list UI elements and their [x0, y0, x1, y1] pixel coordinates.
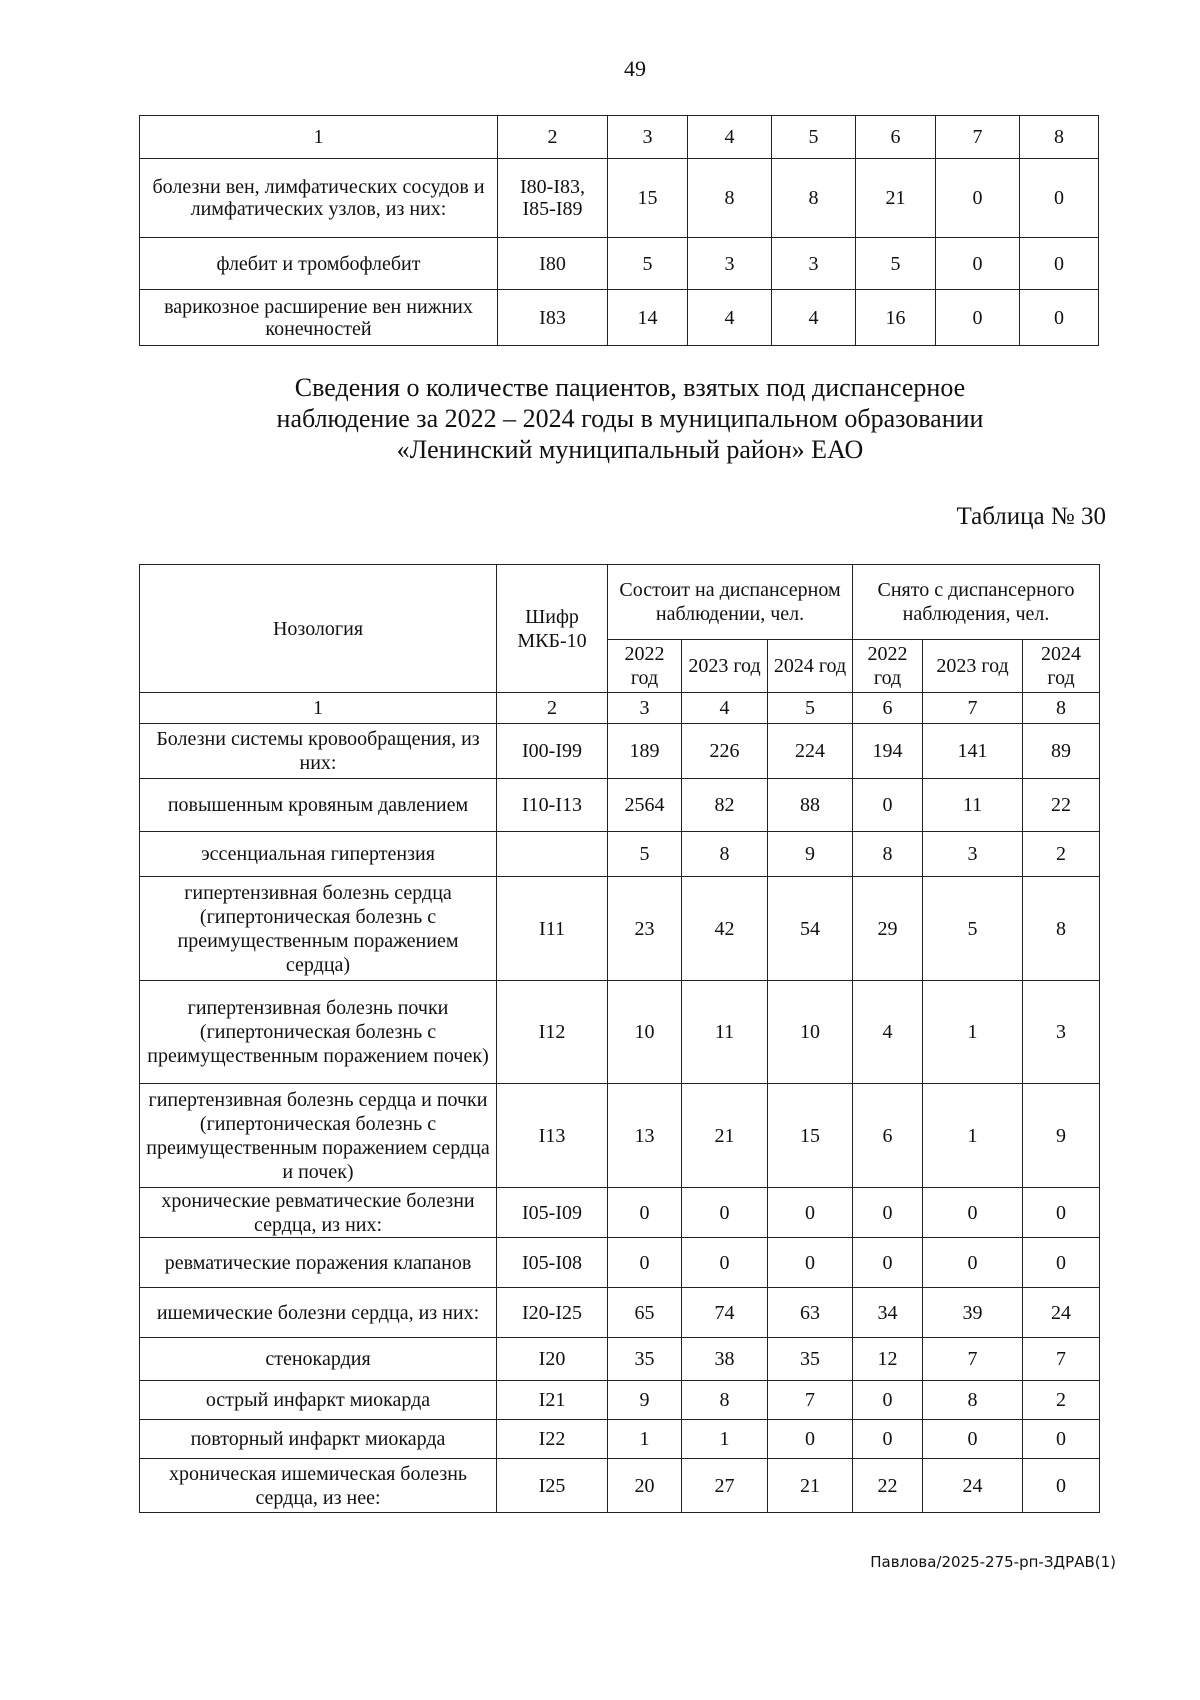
value-cell: 89 — [1023, 724, 1100, 779]
year-header: 2024 год — [768, 640, 853, 693]
code-cell: I80-I83, I85-I89 — [498, 159, 608, 238]
table-row — [140, 159, 1099, 238]
value-cell: 34 — [853, 1288, 923, 1338]
value-cell: 24 — [1023, 1288, 1100, 1338]
year-header: 2022 год — [853, 640, 923, 693]
value-cell: 15 — [608, 159, 688, 238]
table-row — [140, 1238, 1100, 1288]
code-cell: I83 — [498, 290, 608, 346]
code-cell: I20 — [497, 1338, 608, 1381]
value-cell: 0 — [1023, 1238, 1100, 1288]
nozology-cell: гипертензивная болезнь сердца (гипертоническая болезнь с преимущественным поражением сердца) — [140, 877, 497, 981]
value-cell: 13 — [608, 1084, 682, 1188]
header-row — [140, 565, 1100, 640]
value-cell: 38 — [682, 1338, 768, 1381]
value-cell: 10 — [768, 981, 853, 1084]
code-cell: I05-I09 — [497, 1188, 608, 1238]
value-cell: 8 — [688, 159, 772, 238]
value-cell: 0 — [682, 1188, 768, 1238]
column-number: 7 — [923, 693, 1023, 724]
table-row — [140, 238, 1099, 290]
value-cell: 82 — [682, 779, 768, 832]
value-cell: 8 — [772, 159, 856, 238]
year-header: 2023 год — [923, 640, 1023, 693]
value-cell: 0 — [768, 1238, 853, 1288]
code-cell: I21 — [497, 1381, 608, 1420]
value-cell: 0 — [853, 1238, 923, 1288]
column-number: 1 — [140, 116, 498, 159]
value-cell: 11 — [682, 981, 768, 1084]
value-cell: 4 — [853, 981, 923, 1084]
value-cell: 7 — [1023, 1338, 1100, 1381]
value-cell: 2 — [1023, 832, 1100, 877]
value-cell: 3 — [1023, 981, 1100, 1084]
code-cell: I13 — [497, 1084, 608, 1188]
value-cell: 0 — [923, 1238, 1023, 1288]
value-cell: 21 — [768, 1459, 853, 1513]
value-cell: 54 — [768, 877, 853, 981]
value-cell: 65 — [608, 1288, 682, 1338]
code-cell: I05-I08 — [497, 1238, 608, 1288]
column-number: 7 — [936, 116, 1020, 159]
value-cell: 35 — [608, 1338, 682, 1381]
table-caption — [130, 372, 1130, 465]
value-cell: 141 — [923, 724, 1023, 779]
value-cell: 0 — [853, 779, 923, 832]
caption-line: Сведения о количестве пациентов, взятых под диспансерное — [294, 373, 966, 402]
code-cell: I25 — [497, 1459, 608, 1513]
nozology-cell: стенокардия — [140, 1338, 497, 1381]
table-row — [140, 1381, 1100, 1420]
value-cell: 22 — [853, 1459, 923, 1513]
column-number: 1 — [140, 693, 497, 724]
code-cell — [497, 832, 608, 877]
value-cell: 0 — [608, 1188, 682, 1238]
value-cell: 8 — [682, 832, 768, 877]
column-number: 6 — [856, 116, 936, 159]
value-cell: 0 — [923, 1420, 1023, 1459]
nozology-cell: повышенным кровяным давлением — [140, 779, 497, 832]
continued-table — [139, 115, 1099, 346]
value-cell: 14 — [608, 290, 688, 346]
table-row — [140, 724, 1100, 779]
value-cell: 0 — [936, 290, 1020, 346]
table-row — [140, 1084, 1100, 1188]
value-cell: 39 — [923, 1288, 1023, 1338]
value-cell: 22 — [1023, 779, 1100, 832]
value-cell: 42 — [682, 877, 768, 981]
value-cell: 16 — [856, 290, 936, 346]
year-header: 2024 год — [1023, 640, 1100, 693]
value-cell: 226 — [682, 724, 768, 779]
table-row — [140, 877, 1100, 981]
dispensary-table — [139, 564, 1100, 1513]
value-cell: 5 — [608, 832, 682, 877]
document-reference: Павлова/2025-275-рп-ЗДРАВ(1) — [870, 1553, 1116, 1571]
value-cell: 27 — [682, 1459, 768, 1513]
caption-line: «Ленинский муниципальный район» ЕАО — [396, 435, 864, 464]
code-cell: I12 — [497, 981, 608, 1084]
table-row — [140, 779, 1100, 832]
nozology-cell: флебит и тромбофлебит — [140, 238, 498, 290]
column-number: 4 — [682, 693, 768, 724]
value-cell: 0 — [1020, 290, 1099, 346]
table-row — [140, 981, 1100, 1084]
value-cell: 74 — [682, 1288, 768, 1338]
value-cell: 1 — [682, 1420, 768, 1459]
column-number: 6 — [853, 693, 923, 724]
value-cell: 0 — [1020, 238, 1099, 290]
value-cell: 5 — [923, 877, 1023, 981]
value-cell: 0 — [936, 238, 1020, 290]
page-number: 49 — [624, 56, 646, 81]
header-code: Шифр МКБ-10 — [497, 565, 608, 693]
nozology-cell: Болезни системы кровообращения, из них: — [140, 724, 497, 779]
value-cell: 63 — [768, 1288, 853, 1338]
column-numbers-row — [140, 116, 1099, 159]
value-cell: 0 — [1020, 159, 1099, 238]
nozology-cell: гипертензивная болезнь почки (гипертоническая болезнь с преимущественным поражением почек) — [140, 981, 497, 1084]
year-header: 2023 год — [682, 640, 768, 693]
value-cell: 1 — [608, 1420, 682, 1459]
value-cell: 0 — [853, 1420, 923, 1459]
value-cell: 0 — [1023, 1459, 1100, 1513]
nozology-cell: эссенциальная гипертензия — [140, 832, 497, 877]
nozology-cell: ишемические болезни сердца, из них: — [140, 1288, 497, 1338]
value-cell: 35 — [768, 1338, 853, 1381]
table-row — [140, 1459, 1100, 1513]
value-cell: 224 — [768, 724, 853, 779]
value-cell: 9 — [1023, 1084, 1100, 1188]
code-cell: I00-I99 — [497, 724, 608, 779]
value-cell: 7 — [923, 1338, 1023, 1381]
column-number: 2 — [498, 116, 608, 159]
nozology-cell: варикозное расширение вен нижних конечностей — [140, 290, 498, 346]
header-removed: Снято с диспансерного наблюдения, чел. — [853, 565, 1100, 640]
header-nozology: Нозология — [140, 565, 497, 693]
year-header: 2022 год — [608, 640, 682, 693]
value-cell: 6 — [853, 1084, 923, 1188]
value-cell: 8 — [682, 1381, 768, 1420]
value-cell: 9 — [608, 1381, 682, 1420]
value-cell: 194 — [853, 724, 923, 779]
code-cell: I10-I13 — [497, 779, 608, 832]
value-cell: 4 — [772, 290, 856, 346]
nozology-cell: повторный инфаркт миокарда — [140, 1420, 497, 1459]
value-cell: 2 — [1023, 1381, 1100, 1420]
code-cell: I11 — [497, 877, 608, 981]
column-number: 3 — [608, 116, 688, 159]
value-cell: 0 — [768, 1188, 853, 1238]
code-cell: I20-I25 — [497, 1288, 608, 1338]
value-cell: 21 — [856, 159, 936, 238]
nozology-cell: хроническая ишемическая болезнь сердца, из нее: — [140, 1459, 497, 1513]
table-row — [140, 1288, 1100, 1338]
value-cell: 20 — [608, 1459, 682, 1513]
header-registered: Состоит на диспансерном наблюдении, чел. — [608, 565, 853, 640]
value-cell: 0 — [1023, 1420, 1100, 1459]
caption-line: наблюдение за 2022 – 2024 годы в муниципальном образовании — [276, 404, 984, 433]
value-cell: 7 — [768, 1381, 853, 1420]
column-number: 5 — [768, 693, 853, 724]
table-number: Таблица № 30 — [956, 503, 1106, 530]
value-cell: 0 — [923, 1188, 1023, 1238]
value-cell: 4 — [688, 290, 772, 346]
column-number: 4 — [688, 116, 772, 159]
nozology-cell: болезни вен, лимфатических сосудов и лимфатических узлов, из них: — [140, 159, 498, 238]
value-cell: 3 — [772, 238, 856, 290]
value-cell: 9 — [768, 832, 853, 877]
value-cell: 1 — [923, 1084, 1023, 1188]
value-cell: 0 — [853, 1381, 923, 1420]
value-cell: 10 — [608, 981, 682, 1084]
value-cell: 15 — [768, 1084, 853, 1188]
column-numbers-row — [140, 693, 1100, 724]
nozology-cell: гипертензивная болезнь сердца и почки (гипертоническая болезнь с преимущественным поражением сердца и почек) — [140, 1084, 497, 1188]
table-row — [140, 1188, 1100, 1238]
value-cell: 0 — [936, 159, 1020, 238]
value-cell: 11 — [923, 779, 1023, 832]
column-number: 8 — [1020, 116, 1099, 159]
table-row — [140, 1338, 1100, 1381]
value-cell: 29 — [853, 877, 923, 981]
value-cell: 0 — [608, 1238, 682, 1288]
column-number: 3 — [608, 693, 682, 724]
value-cell: 8 — [923, 1381, 1023, 1420]
nozology-cell: острый инфаркт миокарда — [140, 1381, 497, 1420]
column-number: 2 — [497, 693, 608, 724]
table-row — [140, 1420, 1100, 1459]
value-cell: 5 — [608, 238, 688, 290]
value-cell: 24 — [923, 1459, 1023, 1513]
value-cell: 8 — [1023, 877, 1100, 981]
value-cell: 0 — [768, 1420, 853, 1459]
value-cell: 1 — [923, 981, 1023, 1084]
column-number: 8 — [1023, 693, 1100, 724]
value-cell: 8 — [853, 832, 923, 877]
value-cell: 12 — [853, 1338, 923, 1381]
nozology-cell: ревматические поражения клапанов — [140, 1238, 497, 1288]
value-cell: 0 — [682, 1238, 768, 1288]
value-cell: 23 — [608, 877, 682, 981]
value-cell: 0 — [853, 1188, 923, 1238]
value-cell: 0 — [1023, 1188, 1100, 1238]
value-cell: 88 — [768, 779, 853, 832]
value-cell: 2564 — [608, 779, 682, 832]
value-cell: 3 — [688, 238, 772, 290]
value-cell: 21 — [682, 1084, 768, 1188]
table-row — [140, 832, 1100, 877]
code-cell: I22 — [497, 1420, 608, 1459]
nozology-cell: хронические ревматические болезни сердца, из них: — [140, 1188, 497, 1238]
value-cell: 189 — [608, 724, 682, 779]
column-number: 5 — [772, 116, 856, 159]
value-cell: 5 — [856, 238, 936, 290]
value-cell: 3 — [923, 832, 1023, 877]
table-row — [140, 290, 1099, 346]
code-cell: I80 — [498, 238, 608, 290]
